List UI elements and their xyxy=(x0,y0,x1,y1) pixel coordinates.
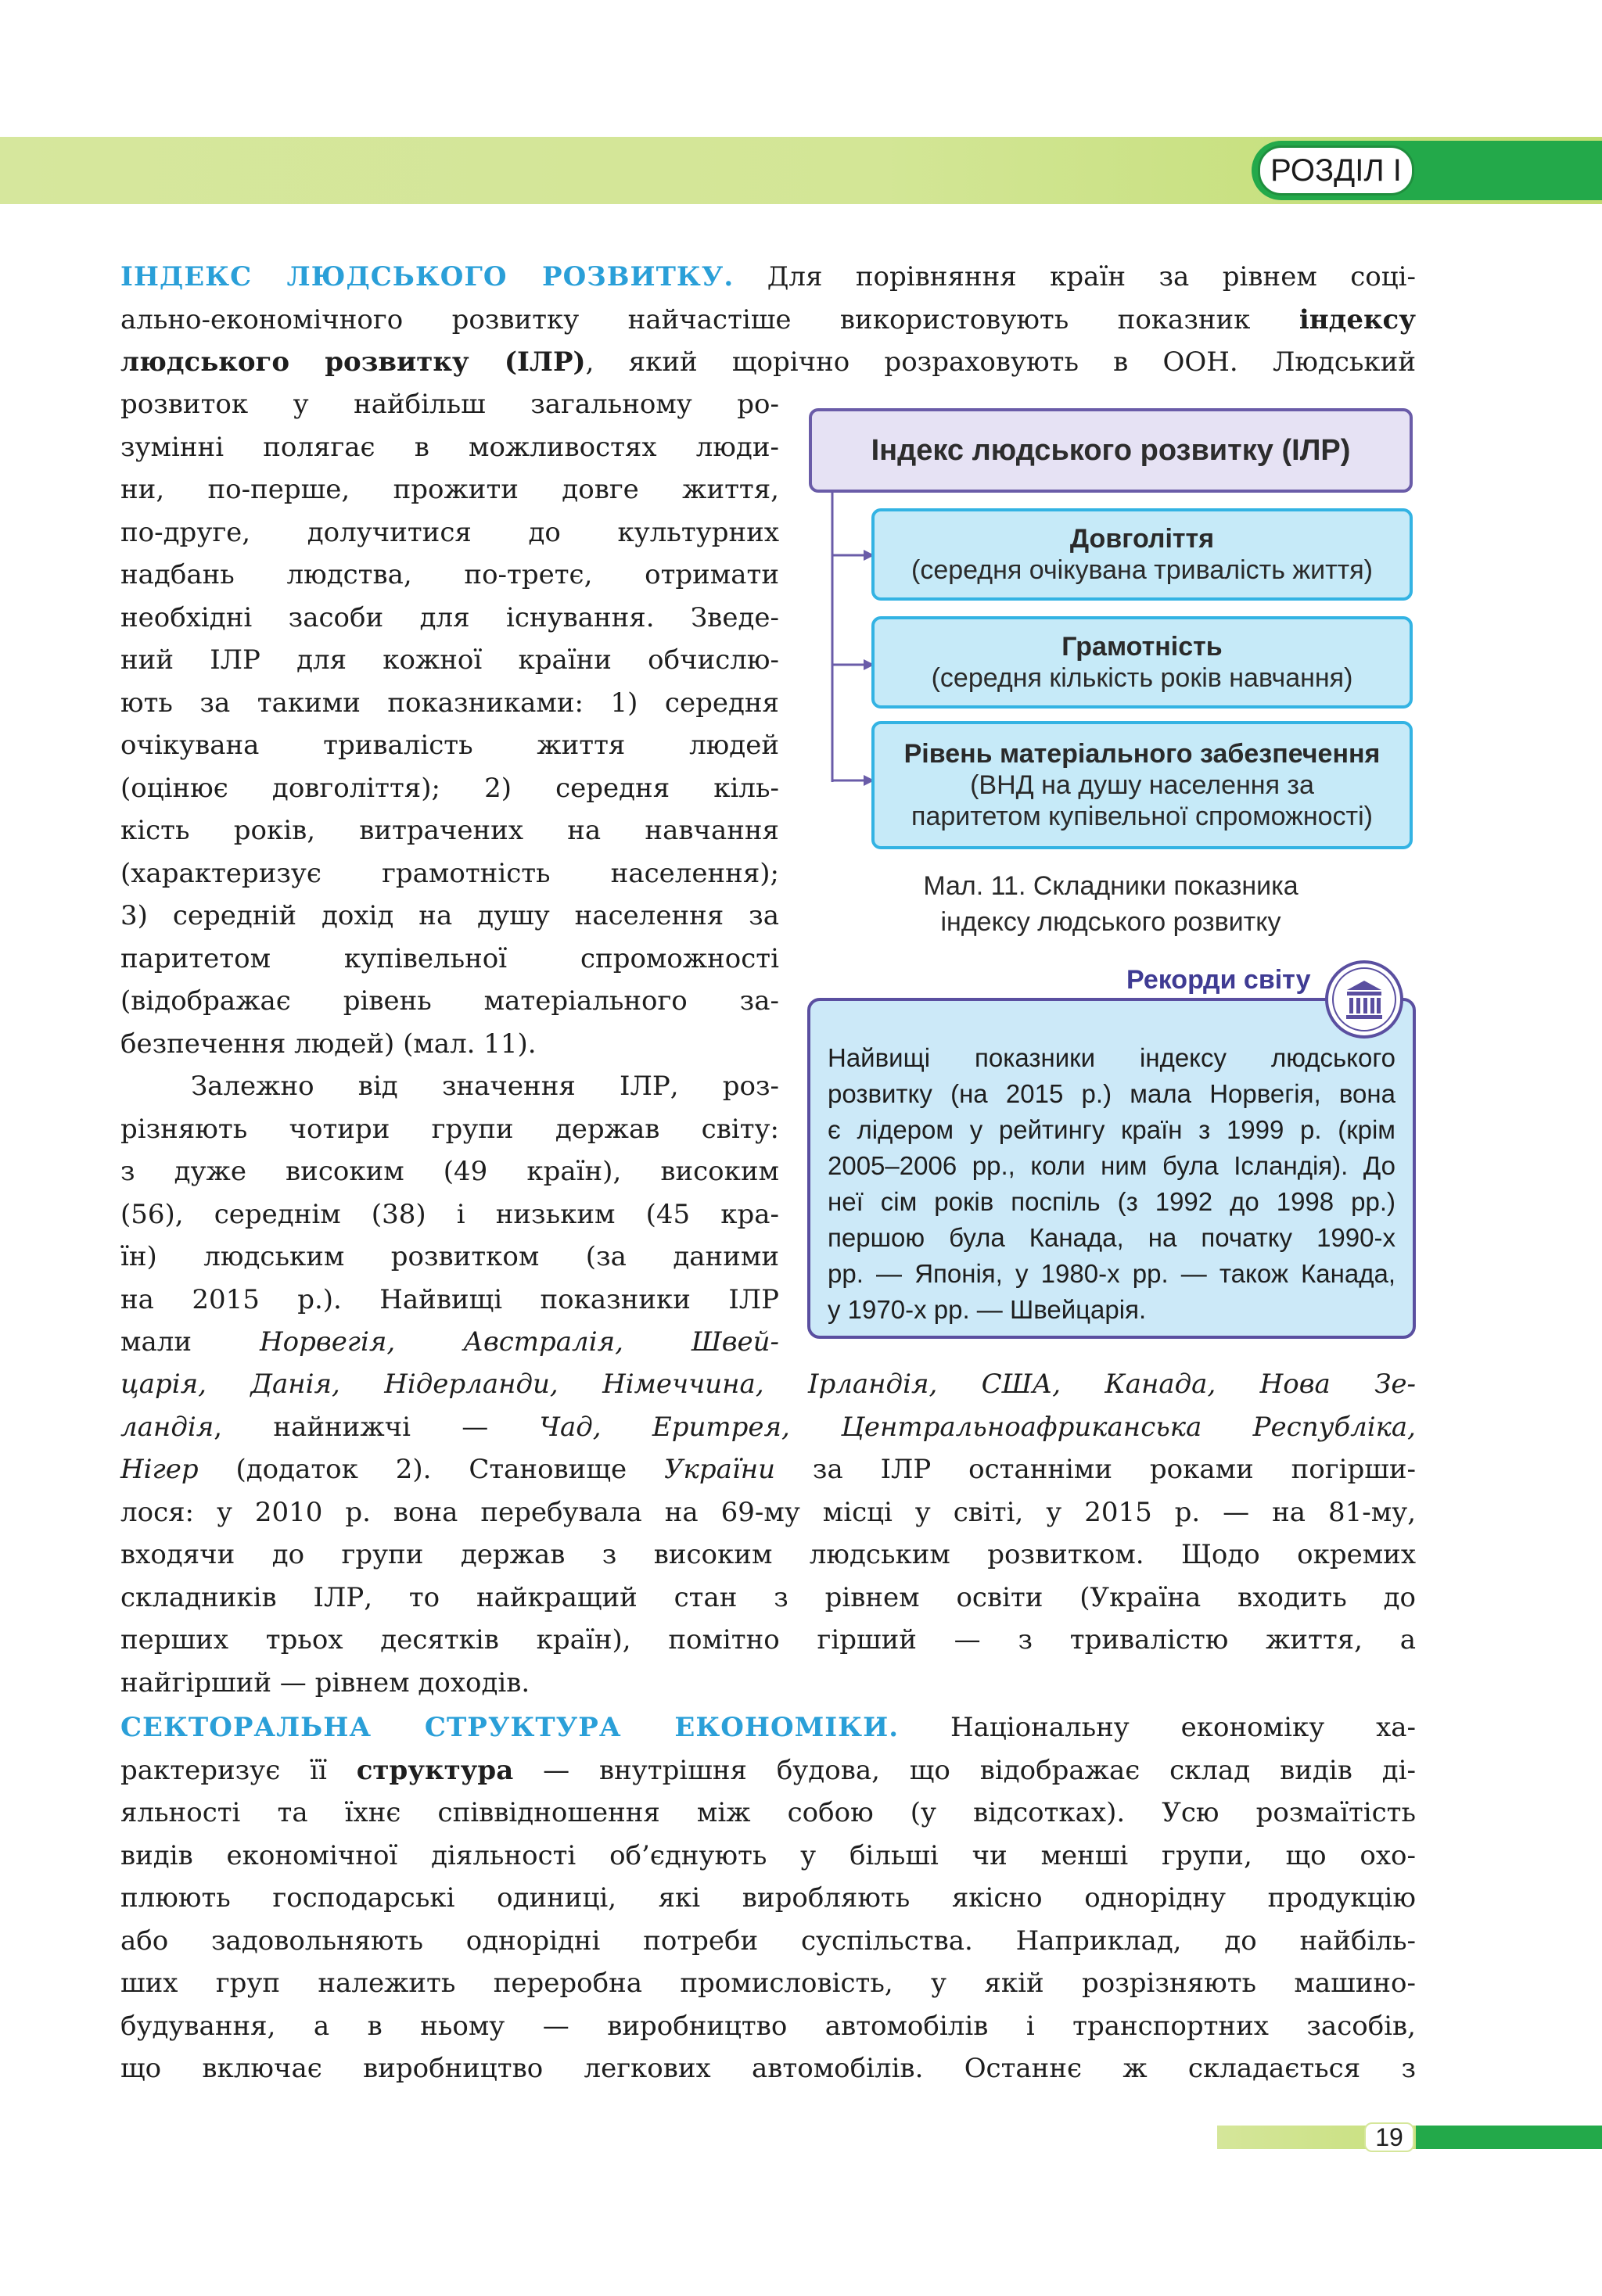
records-icon xyxy=(1324,959,1405,1040)
records-line: у 1970-х рр. — Швейцарія. xyxy=(828,1295,1147,1324)
text-line: зумінні полягає в можливостях люди- xyxy=(120,431,779,463)
text-line: на 2015 р.). Найвищі показники ІЛР xyxy=(120,1283,779,1315)
text-line: (56), середнім (38) і низьким (45 кра- xyxy=(120,1198,779,1230)
text-line: ни, по-перше, прожити довге життя, xyxy=(120,474,779,505)
text-line: кість років, витрачених на навчання xyxy=(120,815,779,846)
records-line: першою була Канада, на початку 1990-х xyxy=(828,1223,1395,1252)
text-line: ють за такими показниками: 1) середня xyxy=(120,687,779,719)
records-line: Найвищі показники індексу людського xyxy=(828,1043,1395,1072)
sector-heading: СЕКТОРАЛЬНА СТРУКТУРА ЕКОНОМІКИ. xyxy=(120,1712,900,1743)
text-line: 3) середній дохід на душу населення за xyxy=(120,900,779,931)
text-line: безпечення людей) (мал. 11). xyxy=(120,1028,537,1060)
records-label: Рекорди світу xyxy=(1126,965,1311,995)
figure-caption: Мал. 11. Складники показника індексу людського розвитку xyxy=(923,871,1298,937)
page-number: 19 xyxy=(1364,2122,1414,2152)
records-line: є лідером у рейтингу країн з 1999 р. (крім xyxy=(828,1115,1395,1144)
records-line: рр. — Японія, у 1980-х рр. — також Канада, xyxy=(828,1259,1395,1288)
sector-paragraph: СЕКТОРАЛЬНА СТРУКТУРА ЕКОНОМІКИ. Національну економіку ха- рактеризує її структура — внутрішня будова, що відображає склад видів ді- яльності та їхнє співвідношення між собою (у відсотках). Усю розмаїтість видів економічної діяльності об’єднують у більші чи менші групи, що охо- плюють господарські одиниці, які виробляють якісно однорідну продукцію або задовольняють однорідні потреби суспільства. Наприклад, до найбіль- ших груп належить переробна промисловість, у якій розрізняють машино- будування, а в ньому — виробництво автомобілів і транспортних засобів, що включає виробництво легкових автомобілів. Останнє ж складається з xyxy=(120,1712,1417,2084)
diagram-box-material: Рівень матеріального забезпечення (ВНД на душу населення за паритетом купівельної спроможності) xyxy=(871,721,1413,849)
text-line: їн) людським розвитком (за даними xyxy=(120,1241,779,1272)
records-line: 2005–2006 рр., коли ним була Ісландія). До xyxy=(828,1151,1395,1180)
text-line: по-друге, долучитися до культурних xyxy=(120,516,779,548)
text-line: ний ІЛР для кожної країни обчислю- xyxy=(120,644,779,676)
full-width-text: царія, Данія, Нідерланди, Німеччина, Ірландія, США, Канада, Нова Зе- ландія, найнижчі — Чад, Еритрея, Центральноафриканська Республіка, Нігер (додаток 2). Становище України за ІЛР останніми роками погірши- лося: у 2010 р. вона перебувала на 69-му місці у світі, у 2015 р. — на 81-му, входячи до групи держав з високим людським розвитком. Щодо окремих складників ІЛР, то найкращий стан з рівнем освіти (Україна входить до перших трьох десятків країн), помітно гірший — з тривалістю життя, а найгірший — рівнем доходів. xyxy=(120,1369,1416,1699)
footer-green-bar xyxy=(1416,2126,1602,2149)
left-column-text: розвиток у найбільш загальному ро- зумінні полягає в можливостях люди- ни, по-перше, прожити довге життя, по-друге, долучитися до культурних надбань людства, по-третє, отримати необхідні засоби для існування. Зведе- ний ІЛР для кожної країни обчислю- ють за такими показниками: 1) середня очікувана тривалість життя людей (оцінює довголіття); 2) середня кіль- кість років, витрачених на навчання (характеризує грамотність населення); 3) середній дохід на душу населення за паритетом купівельної спроможності (відображає рівень матеріального за- безпечення людей) (мал. 11). Залежно від значення ІЛР, роз- різняють чотири групи держав світу: з дуже високим (49 країн), високим (56), середнім (38) і низьким (45 кра- їн) людським розвитком (за даними на 2015 р.). Найвищі показники ІЛР мали Норвегія, Австралія, Швей- xyxy=(120,383,779,1364)
diagram-title: Індекс людського розвитку (ІЛР) xyxy=(809,408,1413,493)
diagram-box-longevity: Довголіття (середня очікувана тривалість життя) xyxy=(871,508,1413,601)
records-line: неї сім років поспіль (з 1992 до 1998 рр.) xyxy=(828,1187,1395,1216)
text-line: очікувана тривалість життя людей xyxy=(120,730,779,761)
chapter-label: РОЗДІЛ І xyxy=(1258,145,1414,196)
intro-paragraph: ІНДЕКС ЛЮДСЬКОГО РОЗВИТКУ. Для порівняння країн за рівнем соці- ально-економічного розвитку найчастіше використовують показник індексу людського розвитку (ІЛР), який щорічно розраховують в ООН. Людський xyxy=(120,261,1416,378)
text-line: (оцінює довголіття); 2) середня кіль- xyxy=(120,772,779,804)
text-line: надбань людства, по-третє, отримати xyxy=(120,559,779,590)
text-line: з дуже високим (49 країн), високим xyxy=(120,1156,779,1187)
text-line: розвиток у найбільш загальному ро- xyxy=(120,389,779,420)
text-line: паритетом купівельної спроможності xyxy=(120,942,779,974)
text-line: (відображає рівень матеріального за- xyxy=(120,985,779,1017)
records-line: розвитку (на 2015 р.) мала Норвегія, вона xyxy=(828,1079,1395,1108)
text-line: (характеризує грамотність населення); xyxy=(120,857,779,889)
diagram-box-literacy: Грамотність (середня кількість років навчання) xyxy=(871,616,1413,709)
records-box xyxy=(807,998,1416,1339)
text-line: різняють чотири групи держав світу: xyxy=(120,1113,779,1145)
text-line: необхідні засоби для існування. Зведе- xyxy=(120,601,779,633)
hdi-heading: ІНДЕКС ЛЮДСЬКОГО РОЗВИТКУ. xyxy=(120,261,735,292)
text-line: Залежно від значення ІЛР, роз- xyxy=(191,1071,779,1102)
